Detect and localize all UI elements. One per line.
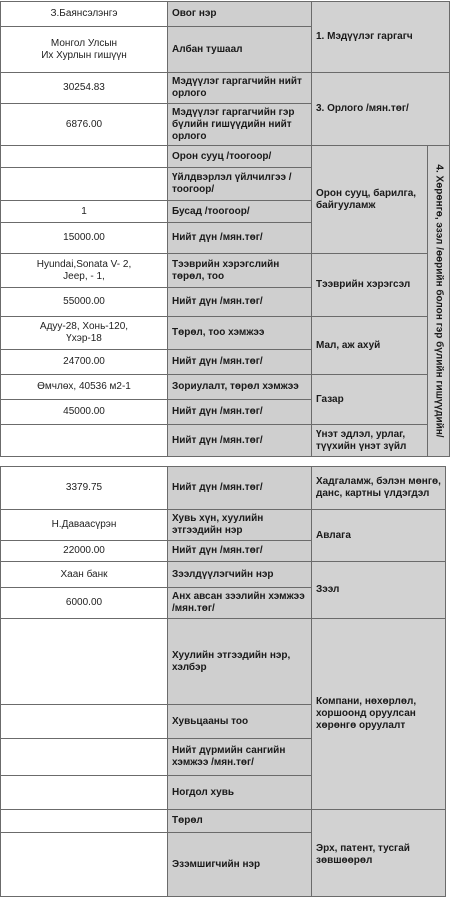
declarant-category: 1. Мэдүүлэг гаргагч — [312, 2, 450, 73]
debtor-name-value: Н.Даваасүрэн — [1, 510, 168, 541]
land-category: Газар — [312, 375, 428, 425]
declarant-name-value: З.Баянсэлэнгэ — [1, 2, 168, 27]
ip-type-value — [1, 810, 168, 833]
share-count-value — [1, 705, 168, 739]
livestock-label: Төрөл, тоо хэмжээ — [168, 317, 312, 350]
position-label: Албан тушаал — [168, 27, 312, 73]
share-percent-value — [1, 776, 168, 810]
savings-total-value: 3379.75 — [1, 467, 168, 510]
valuables-total-label: Нийт дүн /мян.төг/ — [168, 425, 312, 457]
production-value — [1, 168, 168, 201]
position-value: Монгол Улсын Их Хурлын гишүүн — [1, 27, 168, 73]
declaration-table-part2 — [0, 466, 446, 897]
lender-name-value: Хаан банк — [1, 562, 168, 588]
family-income-value: 6876.00 — [1, 104, 168, 146]
ip-type-label: Төрөл — [168, 810, 312, 833]
ip-category: Эрх, патент, тусгай зөвшөөрөл — [312, 810, 446, 897]
vehicles-total-value: 55000.00 — [1, 288, 168, 317]
real-estate-total-value: 15000.00 — [1, 223, 168, 254]
receivables-total-label: Нийт дүн /мян.төг/ — [168, 541, 312, 562]
share-count-label: Хувьцааны тоо — [168, 705, 312, 739]
company-name-value — [1, 619, 168, 705]
land-total-label: Нийт дүн /мян.төг/ — [168, 400, 312, 425]
declarant-name-label: Овог нэр — [168, 2, 312, 27]
declarant-income-label: Мэдүүлэг гаргагчийн нийт орлого — [168, 73, 312, 104]
other-property-value: 1 — [1, 201, 168, 223]
declaration-table-part1 — [0, 1, 450, 457]
real-estate-category: Орон сууц, барилга, байгууламж — [312, 146, 428, 254]
loan-amount-label: Анх авсан зээлийн хэмжээ /мян.төг/ — [168, 588, 312, 619]
livestock-category: Мал, аж ахуй — [312, 317, 428, 375]
assets-section-side-label — [428, 146, 450, 457]
vehicles-total-label: Нийт дүн /мян.төг/ — [168, 288, 312, 317]
livestock-total-label: Нийт дүн /мян.төг/ — [168, 350, 312, 375]
other-property-label: Бусад /тоогоор/ — [168, 201, 312, 223]
livestock-value: Адуу-28, Хонь-120, Үхэр-18 — [1, 317, 168, 350]
valuables-total-value — [1, 425, 168, 457]
savings-category: Хадгаламж, бэлэн мөнгө, данс, картны үлдэгдэл — [312, 467, 446, 510]
receivables-total-value: 22000.00 — [1, 541, 168, 562]
loans-category: Зээл — [312, 562, 446, 619]
savings-total-label: Нийт дүн /мян.төг/ — [168, 467, 312, 510]
lender-name-label: Зээлдүүлэгчийн нэр — [168, 562, 312, 588]
company-name-label: Хуулийн этгээдийн нэр, хэлбэр — [168, 619, 312, 705]
share-percent-label: Ногдол хувь — [168, 776, 312, 810]
debtor-name-label: Хувь хүн, хуулийн этгээдийн нэр — [168, 510, 312, 541]
vehicles-label: Тээврийн хэрэгслийн төрөл, тоо — [168, 254, 312, 288]
apartments-label: Орон сууц /тоогоор/ — [168, 146, 312, 168]
land-label: Зориулалт, төрөл хэмжээ — [168, 375, 312, 400]
land-total-value: 45000.00 — [1, 400, 168, 425]
loan-amount-value: 6000.00 — [1, 588, 168, 619]
declarant-income-value: 30254.83 — [1, 73, 168, 104]
production-label: Үйлдвэрлэл үйлчилгээ /тоогоор/ — [168, 168, 312, 201]
receivables-category: Авлага — [312, 510, 446, 562]
land-value: Өмчлөх, 40536 м2-1 — [1, 375, 168, 400]
apartments-value — [1, 146, 168, 168]
real-estate-total-label: Нийт дүн /мян.төг/ — [168, 223, 312, 254]
livestock-total-value: 24700.00 — [1, 350, 168, 375]
income-category: 3. Орлого /мян.төг/ — [312, 73, 450, 146]
family-income-label: Мэдүүлэг гаргагчийн гэр бүлийн гишүүдийн нийт орлого — [168, 104, 312, 146]
valuables-category: Үнэт эдлэл, урлаг, түүхийн үнэт зүйл — [312, 425, 428, 457]
assets-section-title: 4. Хөрөнгө, эзэл /өөрийн болон гэр бүлийн гишүүдийн/ — [433, 164, 444, 438]
charter-capital-value — [1, 739, 168, 776]
vehicles-category: Тээврийн хэрэгсэл — [312, 254, 428, 317]
charter-capital-label: Нийт дүрмийн сангийн хэмжээ /мян.төг/ — [168, 739, 312, 776]
shares-category: Компани, нөхөрлөл, хоршоонд оруулсан хөрөнгө оруулалт — [312, 619, 446, 810]
vehicles-value: Hyundai,Sonata V- 2, Jeep, - 1, — [1, 254, 168, 288]
owner-name-value — [1, 833, 168, 897]
owner-name-label: Эзэмшигчийн нэр — [168, 833, 312, 897]
